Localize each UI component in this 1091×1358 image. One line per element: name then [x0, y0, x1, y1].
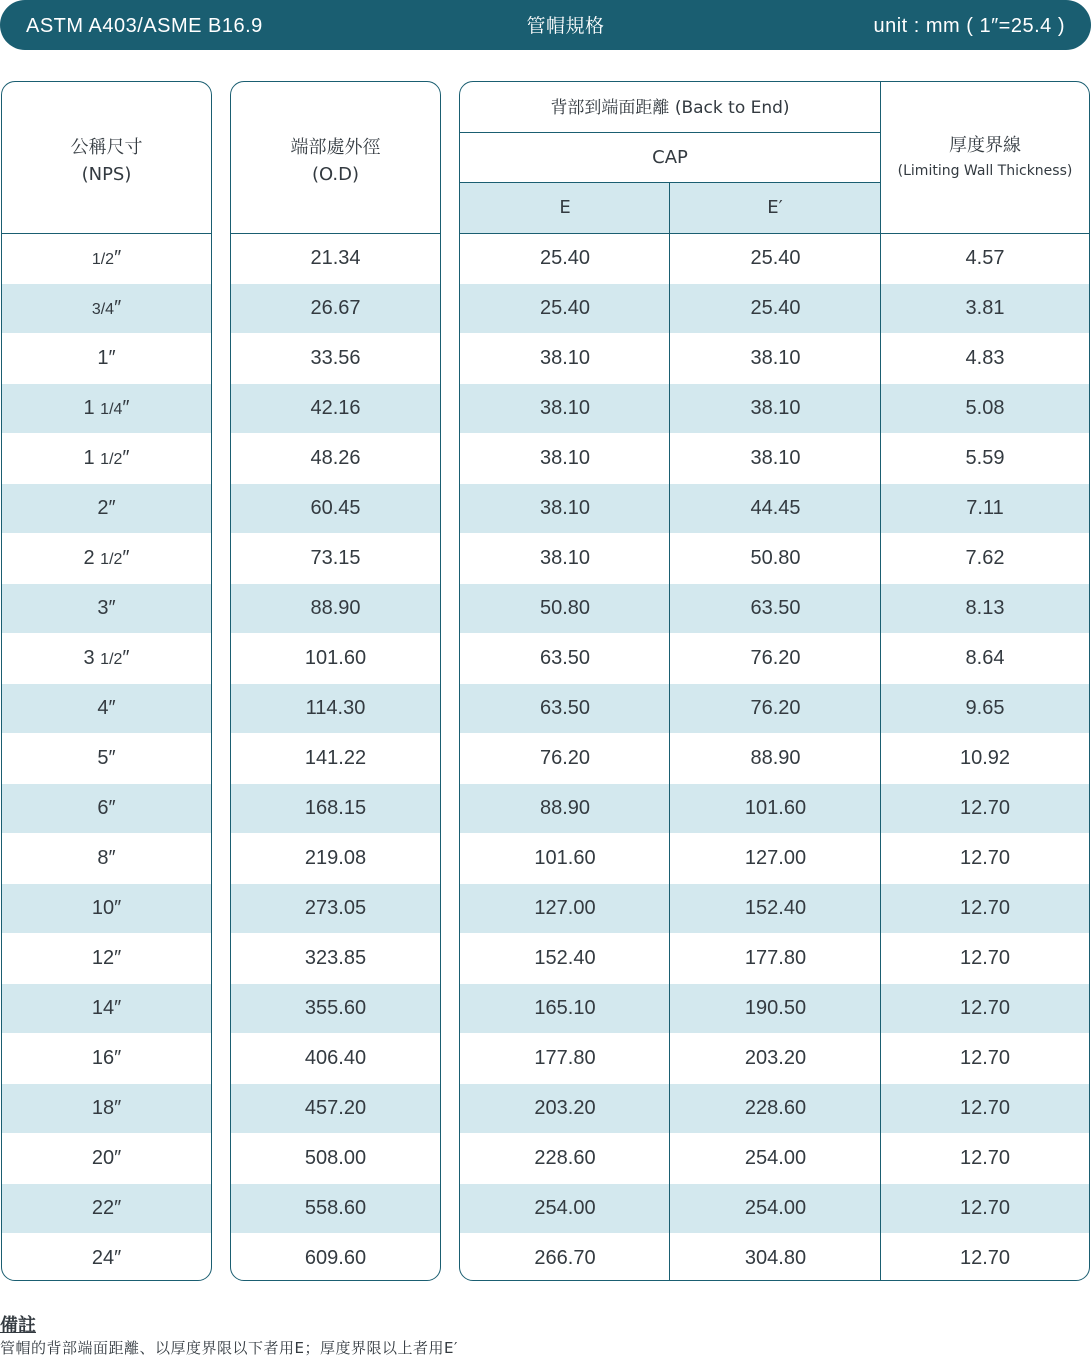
e-cell: 38.10 [539, 547, 591, 569]
inch-mark: ″ [114, 997, 122, 1019]
e-cell: 152.40 [534, 947, 596, 969]
nps-cell [2, 1097, 211, 1120]
table-row [231, 1084, 440, 1133]
nps-whole: 1 [83, 397, 101, 419]
nps-cell [2, 1047, 211, 1070]
od-cell: 60.45 [310, 497, 361, 519]
thickness-cell: 4.57 [965, 247, 1005, 269]
e-prime-cell: 190.50 [744, 997, 807, 1019]
e-prime-cell: 25.40 [750, 247, 801, 269]
e-cell: 63.50 [539, 697, 591, 719]
nps-cell [2, 497, 211, 520]
table-row [460, 833, 1089, 884]
table-row [231, 933, 440, 984]
e-cell: 63.50 [539, 647, 591, 669]
thickness-cell: 12.70 [959, 1047, 1011, 1069]
note-text: 管帽的背部端面距離、以厚度界限以下者用E；厚度界限以上者用E′ [0, 1339, 458, 1357]
table-row [460, 633, 1089, 684]
thickness-cell: 4.83 [965, 347, 1005, 369]
od-cell: 33.56 [310, 347, 361, 369]
inch-mark: ″ [114, 1097, 122, 1119]
od-cell: 101.60 [304, 647, 367, 669]
nps-cell [2, 247, 211, 270]
nps-cell [2, 1247, 211, 1270]
table-row [2, 1233, 211, 1281]
e-prime-header: E′ [767, 197, 783, 218]
e-prime-cell: 38.10 [750, 347, 801, 369]
od-cell: 323.85 [304, 947, 367, 969]
table-row [231, 384, 440, 433]
nps-cell [2, 447, 211, 470]
thickness-cell: 9.65 [965, 697, 1005, 719]
thickness-cell: 12.70 [959, 1247, 1011, 1269]
column-divider [669, 183, 670, 1281]
e-prime-cell: 254.00 [744, 1197, 807, 1219]
inch-mark: ″ [108, 497, 116, 519]
inch-mark: ″ [122, 547, 130, 569]
od-cell: 609.60 [304, 1247, 367, 1269]
thickness-cell: 3.81 [965, 297, 1005, 319]
table-row [231, 733, 440, 784]
nps-cell [2, 697, 211, 720]
e-prime-cell: 25.40 [750, 297, 801, 319]
nps-cell [2, 747, 211, 770]
table-row [231, 533, 440, 584]
e-prime-cell: 76.20 [750, 697, 801, 719]
e-cell: 266.70 [534, 1247, 596, 1269]
nps-whole: 10 [91, 897, 115, 919]
table-row [460, 784, 1089, 833]
cap-header: CAP [652, 147, 688, 168]
od-cell: 406.40 [304, 1047, 367, 1069]
e-prime-cell: 38.10 [750, 397, 801, 419]
inch-mark: ″ [108, 347, 116, 369]
table-row [231, 833, 440, 884]
od-cell: 73.15 [310, 547, 361, 569]
inch-mark: ″ [122, 447, 130, 469]
e-cell: 127.00 [534, 897, 596, 919]
nps-whole: 6 [97, 797, 109, 819]
nps-whole: 5 [97, 747, 109, 769]
table-row [231, 284, 440, 333]
nps-fraction: 1/2 [100, 451, 123, 468]
table-row [231, 633, 440, 684]
od-panel [230, 81, 441, 1281]
table-row [231, 1033, 440, 1084]
nps-whole: 12 [91, 947, 115, 969]
thickness-cell: 12.70 [959, 797, 1011, 819]
inch-mark: ″ [122, 397, 130, 419]
od-cell: 48.26 [310, 447, 361, 469]
od-rows [231, 233, 440, 1281]
e-prime-cell: 38.10 [750, 447, 801, 469]
table-row [460, 933, 1089, 984]
od-cell: 114.30 [305, 697, 366, 719]
thickness-cell: 12.70 [959, 1147, 1011, 1169]
table-row [2, 233, 211, 284]
thickness-cell: 5.59 [965, 447, 1005, 469]
table-row [231, 1233, 440, 1281]
nps-whole: 2 [83, 547, 101, 569]
thickness-cell: 12.70 [959, 1197, 1011, 1219]
table-row [2, 984, 211, 1033]
nps-whole: 8 [97, 847, 109, 869]
nps-whole: 3 [83, 647, 101, 669]
e-cell: 88.90 [539, 797, 591, 819]
table-row [2, 933, 211, 984]
nps-cell [2, 547, 211, 570]
table-row [460, 533, 1089, 584]
nps-whole: 1 [97, 347, 109, 369]
nps-cell [2, 997, 211, 1020]
e-prime-cell: 254.00 [744, 1147, 807, 1169]
spec-header-bar [0, 0, 1091, 50]
table-row [460, 333, 1089, 384]
e-prime-cell: 177.80 [744, 947, 807, 969]
note-title: 備註 [0, 1315, 36, 1336]
thickness-header-zh: 厚度界線 [949, 135, 1021, 156]
table-row [231, 433, 440, 484]
od-cell: 558.60 [304, 1197, 367, 1219]
table-row [2, 384, 211, 433]
od-cell: 88.90 [310, 597, 361, 619]
thickness-header [881, 134, 1089, 184]
thickness-header-en: (Limiting Wall Thickness) [897, 163, 1073, 179]
table-row [460, 1033, 1089, 1084]
od-cell: 273.05 [304, 897, 367, 919]
e-prime-cell: 63.50 [750, 597, 801, 619]
table-row [2, 484, 211, 533]
inch-mark: ″ [122, 647, 130, 669]
table-row [2, 833, 211, 884]
nps-cell [2, 597, 211, 620]
e-prime-cell: 44.45 [750, 497, 801, 519]
e-cell: 50.80 [539, 597, 591, 619]
table-row [460, 484, 1089, 533]
page-title: 管帽規格 [526, 15, 605, 37]
nps-cell [2, 1197, 211, 1220]
inch-mark: ″ [114, 947, 122, 969]
e-header: E [559, 197, 571, 218]
table-row [2, 284, 211, 333]
e-cell: 254.00 [534, 1197, 596, 1219]
e-cell: 38.10 [539, 497, 591, 519]
table-row [460, 733, 1089, 784]
nps-whole: 18 [91, 1097, 115, 1119]
od-cell: 219.08 [304, 847, 367, 869]
od-cell: 42.16 [310, 397, 361, 419]
table-row [460, 384, 1089, 433]
e-prime-cell: 152.40 [744, 897, 807, 919]
nps-fraction: 1/2 [91, 251, 115, 268]
nps-cell [2, 297, 211, 320]
e-cell: 76.20 [539, 747, 591, 769]
e-cell: 38.10 [539, 397, 591, 419]
e-prime-cell: 76.20 [750, 647, 801, 669]
od-cell: 21.34 [310, 247, 361, 269]
table-row [231, 884, 440, 933]
e-cell: 25.40 [539, 247, 591, 269]
e-prime-cell: 127.00 [744, 847, 807, 869]
thickness-cell: 7.11 [966, 497, 1004, 519]
inch-mark: ″ [108, 797, 116, 819]
table-row [460, 1233, 1089, 1281]
table-row [231, 333, 440, 384]
back-to-end-header: 背部到端面距離 (Back to End) [550, 98, 790, 118]
column-divider [880, 82, 881, 1281]
e-cell: 38.10 [539, 447, 591, 469]
thickness-cell: 12.70 [959, 997, 1011, 1019]
nps-whole: 20 [91, 1147, 115, 1169]
table-row [2, 684, 211, 733]
thickness-cell: 10.92 [959, 747, 1011, 769]
e-cell: 165.10 [534, 997, 596, 1019]
table-row [2, 733, 211, 784]
table-row [2, 533, 211, 584]
table-row [2, 1084, 211, 1133]
e-prime-cell: 50.80 [750, 547, 801, 569]
table-row [460, 233, 1089, 284]
table-row [460, 684, 1089, 733]
inch-mark: ″ [114, 1247, 122, 1269]
table-row [2, 1184, 211, 1233]
e-cell: 101.60 [534, 847, 596, 869]
e-cell: 25.40 [539, 297, 591, 319]
od-header-zh: 端部處外徑 [290, 137, 381, 158]
table-row [2, 333, 211, 384]
table-row [460, 584, 1089, 633]
nps-whole: 3 [97, 597, 109, 619]
nps-cell [2, 897, 211, 920]
nps-whole: 1 [83, 447, 101, 469]
table-row [460, 1084, 1089, 1133]
unit-label: unit : mm ( 1″=25.4 ) [873, 15, 1065, 37]
inch-mark: ″ [108, 847, 116, 869]
nps-whole: 16 [91, 1047, 115, 1069]
od-header-en: (O.D) [311, 164, 360, 185]
inch-mark: ″ [114, 297, 122, 319]
inch-mark: ″ [114, 897, 122, 919]
table-row [231, 784, 440, 833]
e-cell: 38.10 [539, 347, 591, 369]
nps-cell [2, 397, 211, 420]
table-row [231, 1184, 440, 1233]
inch-mark: ″ [108, 697, 116, 719]
od-cell: 457.20 [304, 1097, 367, 1119]
nps-cell [2, 647, 211, 670]
table-row [460, 1133, 1089, 1184]
table-row [231, 984, 440, 1033]
thickness-cell: 12.70 [959, 897, 1011, 919]
thickness-cell: 7.62 [965, 547, 1005, 569]
table-row [231, 584, 440, 633]
thickness-cell: 5.08 [965, 397, 1005, 419]
nps-header [2, 134, 211, 188]
standard-label: ASTM A403/ASME B16.9 [26, 15, 263, 37]
table-row [2, 884, 211, 933]
od-cell: 168.15 [304, 797, 367, 819]
nps-panel [1, 81, 212, 1281]
thickness-cell: 12.70 [959, 947, 1011, 969]
nps-whole: 2 [97, 497, 109, 519]
nps-whole: 24 [91, 1247, 115, 1269]
nps-fraction: 1/2 [100, 551, 123, 568]
nps-fraction: 1/4 [100, 401, 123, 418]
inch-mark: ″ [114, 1147, 122, 1169]
od-cell: 355.60 [304, 997, 367, 1019]
od-header [231, 134, 440, 188]
nps-fraction: 3/4 [91, 301, 115, 318]
inch-mark: ″ [114, 247, 122, 269]
nps-cell [2, 347, 211, 370]
dimension-panel [459, 81, 1090, 1281]
table-row [460, 984, 1089, 1033]
table-row [460, 433, 1089, 484]
e-cell: 203.20 [534, 1097, 596, 1119]
table-row [2, 784, 211, 833]
nps-whole: 4 [97, 697, 109, 719]
thickness-cell: 12.70 [959, 1097, 1011, 1119]
table-row [2, 1133, 211, 1184]
table-row [231, 484, 440, 533]
thickness-cell: 8.13 [965, 597, 1005, 619]
e-prime-cell: 203.20 [744, 1047, 807, 1069]
thickness-cell: 8.64 [965, 647, 1005, 669]
e-prime-cell: 228.60 [744, 1097, 807, 1119]
table-row [231, 684, 440, 733]
od-cell: 508.00 [304, 1147, 367, 1169]
nps-cell [2, 797, 211, 820]
nps-cell [2, 847, 211, 870]
e-prime-cell: 101.60 [744, 797, 807, 819]
e-prime-cell: 88.90 [750, 747, 801, 769]
nps-whole: 22 [91, 1197, 115, 1219]
e-cell: 228.60 [534, 1147, 596, 1169]
nps-header-zh: 公稱尺寸 [70, 137, 143, 158]
inch-mark: ″ [108, 597, 116, 619]
od-cell: 26.67 [310, 297, 361, 319]
table-row [460, 884, 1089, 933]
table-row [231, 233, 440, 284]
nps-header-en: (NPS) [81, 164, 132, 185]
od-cell: 141.22 [304, 747, 367, 769]
nps-cell [2, 947, 211, 970]
table-row [2, 584, 211, 633]
inch-mark: ″ [114, 1047, 122, 1069]
nps-cell [2, 1147, 211, 1170]
table-row [231, 1133, 440, 1184]
table-row [2, 633, 211, 684]
thickness-cell: 12.70 [959, 847, 1011, 869]
inch-mark: ″ [114, 1197, 122, 1219]
dimension-rows [460, 233, 1089, 1281]
nps-whole: 14 [91, 997, 115, 1019]
nps-fraction: 1/2 [100, 651, 123, 668]
e-prime-cell: 304.80 [744, 1247, 807, 1269]
table-row [460, 284, 1089, 333]
e-cell: 177.80 [534, 1047, 596, 1069]
inch-mark: ″ [108, 747, 116, 769]
table-row [2, 1033, 211, 1084]
nps-rows [2, 233, 211, 1281]
table-row [2, 433, 211, 484]
table-row [460, 1184, 1089, 1233]
